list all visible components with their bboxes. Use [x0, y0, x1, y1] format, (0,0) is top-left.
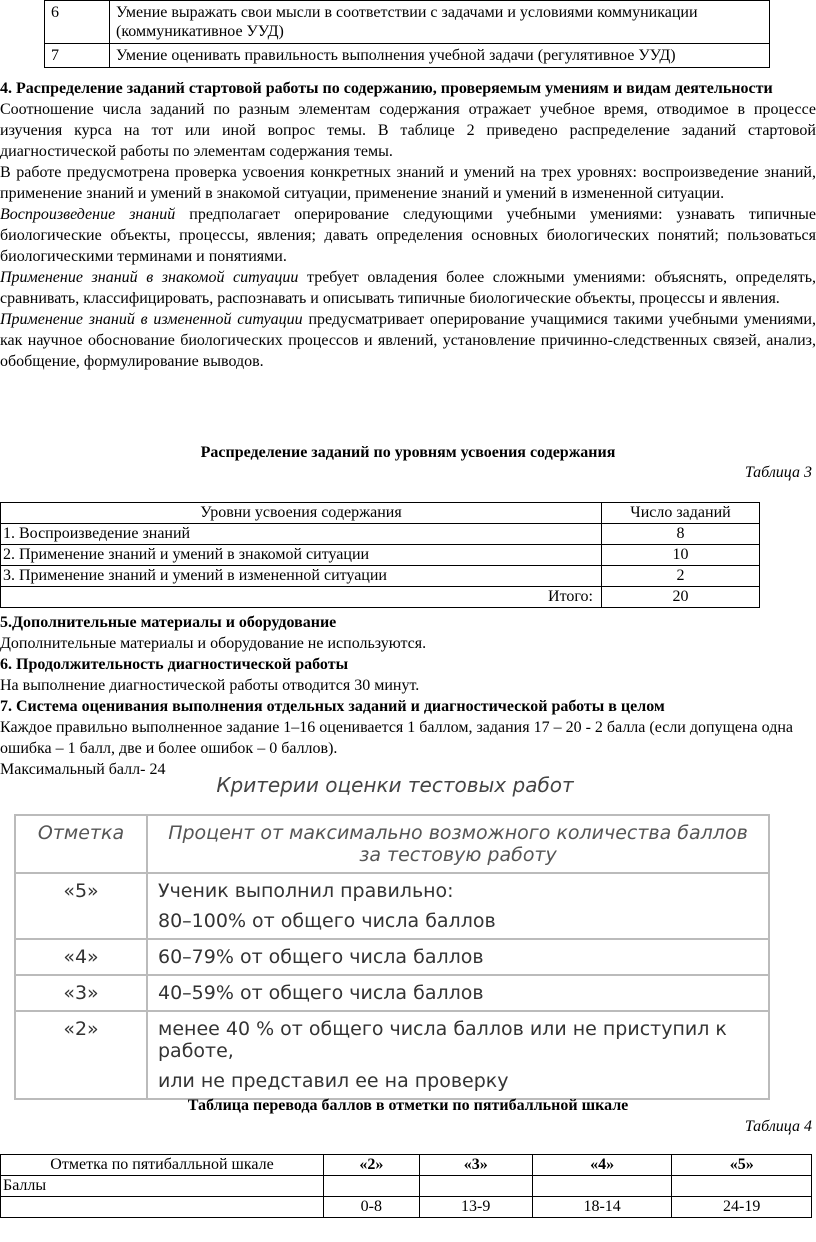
table-row — [1, 566, 760, 587]
table4-caption: Таблица 4 — [744, 1118, 812, 1135]
section-heading: 7. Система оценивания выполнения отдельных заданий и диагностической работы в целом — [0, 698, 665, 715]
column-header: «2» — [324, 1155, 420, 1176]
levels-table — [0, 502, 760, 608]
row-number: 6 — [45, 1, 110, 44]
paragraph-text: предусматривает оперирование учащимися такими учебными умениями, как научное обоснование биологических процессов и явлений, установление причинно-следственных связей, анализ, обобщение, формулирование выводов. — [0, 311, 816, 370]
criteria-table — [14, 814, 770, 1100]
paragraph: В работе предусмотрена проверка усвоения конкретных знаний и умений на трех уровнях: воспроизведение знаний, применение знаний и умений в знакомой ситуации, применение знаний и умений в измененной ситуации. — [0, 164, 816, 202]
paragraph — [0, 204, 816, 267]
percent-cell: 40–59% от общего числа баллов — [147, 975, 769, 1011]
mark-cell: «2» — [15, 1011, 147, 1099]
column-header: Уровни усвоения содержания — [1, 503, 602, 524]
table-row — [1, 1176, 812, 1197]
section-heading: 5.Дополнительные материалы и оборудование — [0, 614, 337, 631]
paragraph: На выполнение диагностической работы отводится 30 минут. — [0, 677, 420, 694]
table-cell: 1. Воспроизведение знаний — [1, 524, 602, 545]
paragraph-text: предполагает оперирование следующими учебными умениями: узнавать типичные биологические объекты, процессы, явления; давать определения основных биологических понятий; пользоваться биологическими терминами и понятиями. — [0, 206, 816, 265]
table-cell: 8 — [602, 524, 760, 545]
paragraph — [0, 267, 816, 309]
table3-title: Распределение заданий по уровням усвоения содержания — [200, 444, 616, 461]
table-header-row — [15, 815, 769, 873]
table-row — [15, 975, 769, 1011]
sections-5-7 — [0, 612, 816, 780]
paragraph: Дополнительные материалы и оборудование не используются. — [0, 635, 427, 652]
table4-title: Таблица перевода баллов в отметки по пятибалльной шкале — [187, 1097, 629, 1114]
percent-cell — [147, 873, 769, 939]
total-label: Итого: — [1, 587, 602, 608]
table3-caption: Таблица 3 — [744, 464, 812, 481]
table-cell: 18-14 — [532, 1197, 672, 1218]
table-cell: 2 — [602, 566, 760, 587]
paragraph-text: требует овладения более сложными умениями: объяснять, определять, сравнивать, классифицировать, распознавать и описывать типичные биологические объекты, процессы и явления. — [0, 269, 816, 307]
table-cell: Баллы — [1, 1176, 324, 1197]
column-header: Отметка — [15, 815, 147, 873]
table-cell — [1, 1197, 324, 1218]
table-row — [1, 524, 760, 545]
table-total-row — [1, 587, 760, 608]
section-heading: 4. Распределение заданий стартовой работы по содержанию, проверяемым умениям и видам деятельности — [0, 80, 773, 97]
criteria-title: Критерии оценки тестовых работ — [216, 773, 574, 797]
row-text: Умение оценивать правильность выполнения учебной задачи (регулятивное УУД) — [110, 44, 770, 68]
emphasis: Применение знаний в измененной ситуации — [0, 311, 303, 328]
table-header-row — [1, 1155, 812, 1176]
paragraph: Соотношение числа заданий по разным элементам содержания отражает учебное время, отводимое в процессе изучения курса на тот или иной вопрос темы. В таблице 2 приведено распределение заданий стартовой диагностической работы по элементам содержания темы. — [0, 101, 816, 160]
column-header: «3» — [419, 1155, 532, 1176]
column-header: Отметка по пятибалльной шкале — [1, 1155, 324, 1176]
table-cell: 2. Применение знаний и умений в знакомой ситуации — [1, 545, 602, 566]
conversion-table — [0, 1154, 812, 1218]
table-row — [15, 873, 769, 939]
percent-cell — [147, 1011, 769, 1099]
table-cell — [419, 1176, 532, 1197]
percent-cell: 60–79% от общего числа баллов — [147, 939, 769, 975]
table-cell: 0-8 — [324, 1197, 420, 1218]
mark-cell: «3» — [15, 975, 147, 1011]
paragraph: Максимальный балл- 24 — [0, 761, 166, 778]
percent-line: или не представил ее на проверку — [158, 1070, 509, 1092]
percent-line: 80–100% от общего числа баллов — [158, 910, 496, 932]
table-row — [15, 1011, 769, 1099]
mark-cell: «5» — [15, 873, 147, 939]
table-cell: 3. Применение знаний и умений в измененной ситуации — [1, 566, 602, 587]
table-cell: 13-9 — [419, 1197, 532, 1218]
row-text: Умение выражать свои мысли в соответствии с задачами и условиями коммуникации (коммуникативное УУД) — [110, 1, 770, 44]
table-row — [1, 545, 760, 566]
percent-line: менее 40 % от общего числа баллов или не приступил к работе, — [158, 1018, 727, 1062]
column-header: «5» — [672, 1155, 812, 1176]
column-header: «4» — [532, 1155, 672, 1176]
section-heading: 6. Продолжительность диагностической работы — [0, 656, 349, 673]
emphasis: Применение знаний в знакомой ситуации — [0, 269, 299, 286]
skills-table — [44, 0, 770, 68]
paragraph — [0, 309, 816, 372]
column-header: Процент от максимально возможного количества баллов за тестовую работу — [147, 815, 769, 873]
table-row — [45, 1, 770, 44]
percent-line: Ученик выполнил правильно: — [158, 880, 454, 902]
table-cell: 10 — [602, 545, 760, 566]
mark-cell: «4» — [15, 939, 147, 975]
column-header: Число заданий — [602, 503, 760, 524]
table-row — [15, 939, 769, 975]
table-cell: 24-19 — [672, 1197, 812, 1218]
table-row — [1, 1197, 812, 1218]
table-row — [45, 44, 770, 68]
table-header-row — [1, 503, 760, 524]
emphasis: Воспроизведение знаний — [0, 206, 176, 223]
table-cell — [532, 1176, 672, 1197]
paragraph: Каждое правильно выполненное задание 1–16 оценивается 1 баллом, задания 17 – 20 - 2 балла (если допущена одна ошибка – 1 балл, две и более ошибок – 0 баллов). — [0, 719, 793, 757]
row-number: 7 — [45, 44, 110, 68]
table-cell — [672, 1176, 812, 1197]
table-cell — [324, 1176, 420, 1197]
section-4 — [0, 78, 816, 372]
total-value: 20 — [602, 587, 760, 608]
